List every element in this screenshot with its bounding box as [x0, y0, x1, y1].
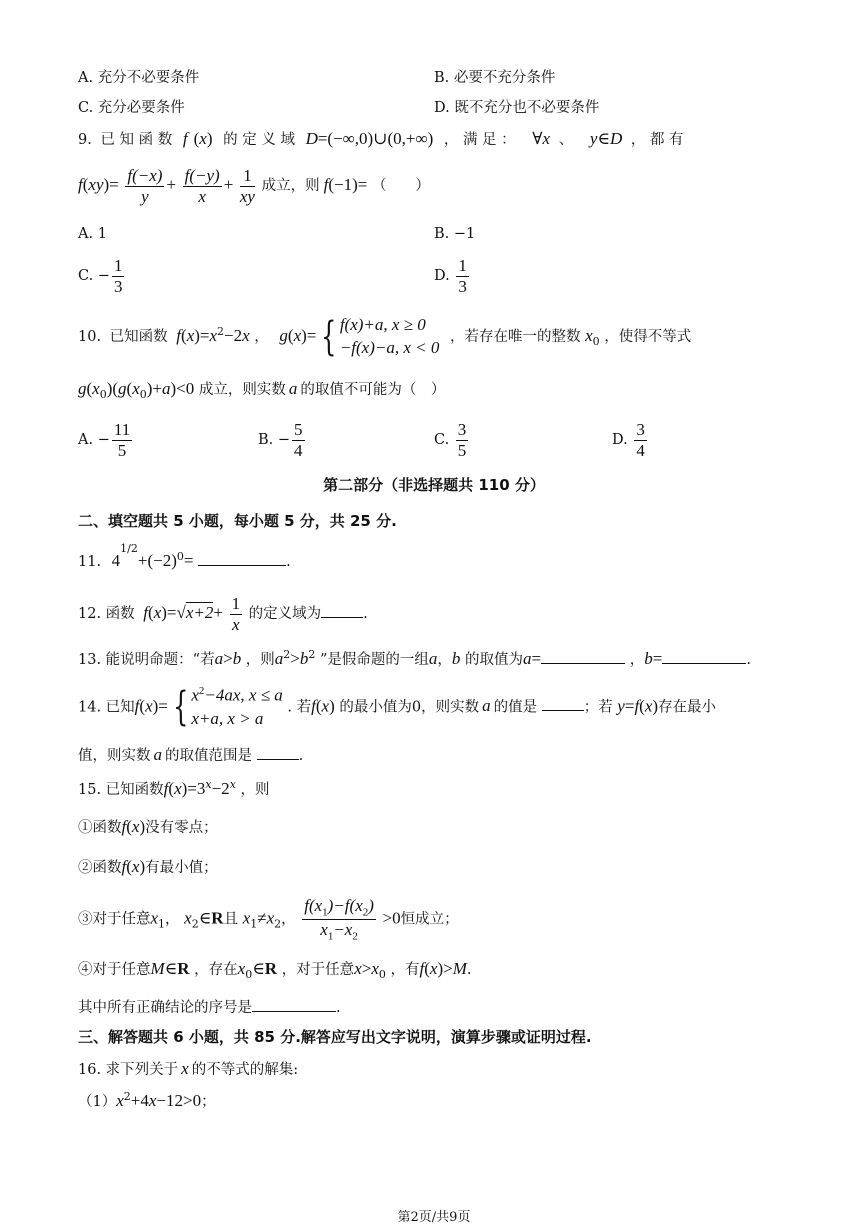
q10-option-b: B. − $\frac{5}{4}$ [258, 420, 303, 460]
q8-option-c: C. 充分必要条件 [78, 100, 185, 116]
q15-statement-3: ③对于任意$x_1$， $x_2\in R$且 $x_1\ne x_2$， $\frac{f(x_1)-f(x_2)}{x_1-x_2}$ >0恒成立； [78, 896, 459, 943]
q15-stem: 15. 已知函数$f(x)=3^x-2^x$ ，则 [78, 778, 270, 798]
q14-line2: 值，则实数 a 的取值范围是 . [78, 745, 304, 764]
q12: 12. 函数 f(x)=√x+2+ $\frac{1}{x}$ 的定义域为 . [78, 594, 368, 634]
q8-option-b: B. 必要不充分条件 [434, 70, 556, 86]
part2-title: 第二部分（非选择题共 110 分） [323, 476, 545, 494]
q10-line2: $g(x_0)(g(x_0)+a)<0$ 成立，则实数 a 的取值不可能为（ ） [78, 379, 446, 401]
q9-option-d: D. $\frac{1}{3}$ [434, 256, 467, 296]
q9-option-a: A. 1 [78, 226, 107, 242]
q15-ask: 其中所有正确结论的序号是 . [78, 1000, 341, 1016]
q13: 13. 能说明命题：“若a>b ，则$a^2>b^2$ ”是假命题的一组a，b 的取值为a= ，b= . [78, 648, 751, 668]
q10-option-a: A. − $\frac{11}{5}$ [78, 420, 131, 460]
q14-line1: 14. 已知f(x)= { $x^2-4ax$, x ≤ a x+a, x > a . 若f(x) 的最小值为0，则实数 a 的值是 ；若 y=f(x)存在最小 [78, 684, 717, 731]
q9-option-b: B. −1 [434, 226, 476, 242]
q15-statement-1: ①函数f(x)没有零点； [78, 817, 218, 836]
q10-line1: 10. 已知函数 $f(x)=x^2-2x$ ， g(x)= { f(x)+a, x ≥ 0 −f(x)−a, x < 0 ，若存在唯一的整数 $x_0$ ，使得不等式 [78, 313, 692, 360]
q8-option-d: D. 既不充分也不必要条件 [434, 100, 600, 116]
q10-option-d: D. $\frac{3}{4}$ [612, 420, 645, 460]
q10-option-c: C. $\frac{3}{5}$ [434, 420, 467, 460]
q9-option-c: C. − $\frac{1}{3}$ [78, 256, 123, 296]
q9-line1: 9. 已 知 函 数 f (x) 的 定 义 域 D=(−∞,0)∪(0,+∞) ， 满 足 ： ∀x 、 y∈D ， 都 有 [78, 129, 684, 148]
q11: 11. $4^{1/2}+(-2)^0=$ . [78, 542, 291, 570]
q16-stem: 16. 求下列关于 x 的不等式的解集: [78, 1059, 299, 1078]
q8-option-a: A. 充分不必要条件 [78, 70, 200, 86]
q9-line2: f(xy)= $\frac{f(-x)}{y}$ + $\frac{f(-y)}{x}$ + $\frac{1}{xy}$ 成立，则 f(−1)= （ ） [78, 166, 430, 206]
section3-heading: 三、解答题共 6 小题，共 85 分.解答应写出文字说明，演算步骤或证明过程. [78, 1028, 592, 1046]
q15-statement-4: ④对于任意M∈R ，存在$x_0\in R$ ，对于任意$x>x_0$ ，有f(x)>M. [78, 959, 472, 981]
page-footer: 第2页/共9页 [397, 1210, 471, 1225]
section2-heading: 二、填空题共 5 小题，每小题 5 分，共 25 分. [78, 512, 397, 530]
q15-statement-2: ②函数f(x)有最小值； [78, 857, 218, 876]
q16-part-1: $(1)x^2+4x-12>0$； [78, 1090, 216, 1110]
